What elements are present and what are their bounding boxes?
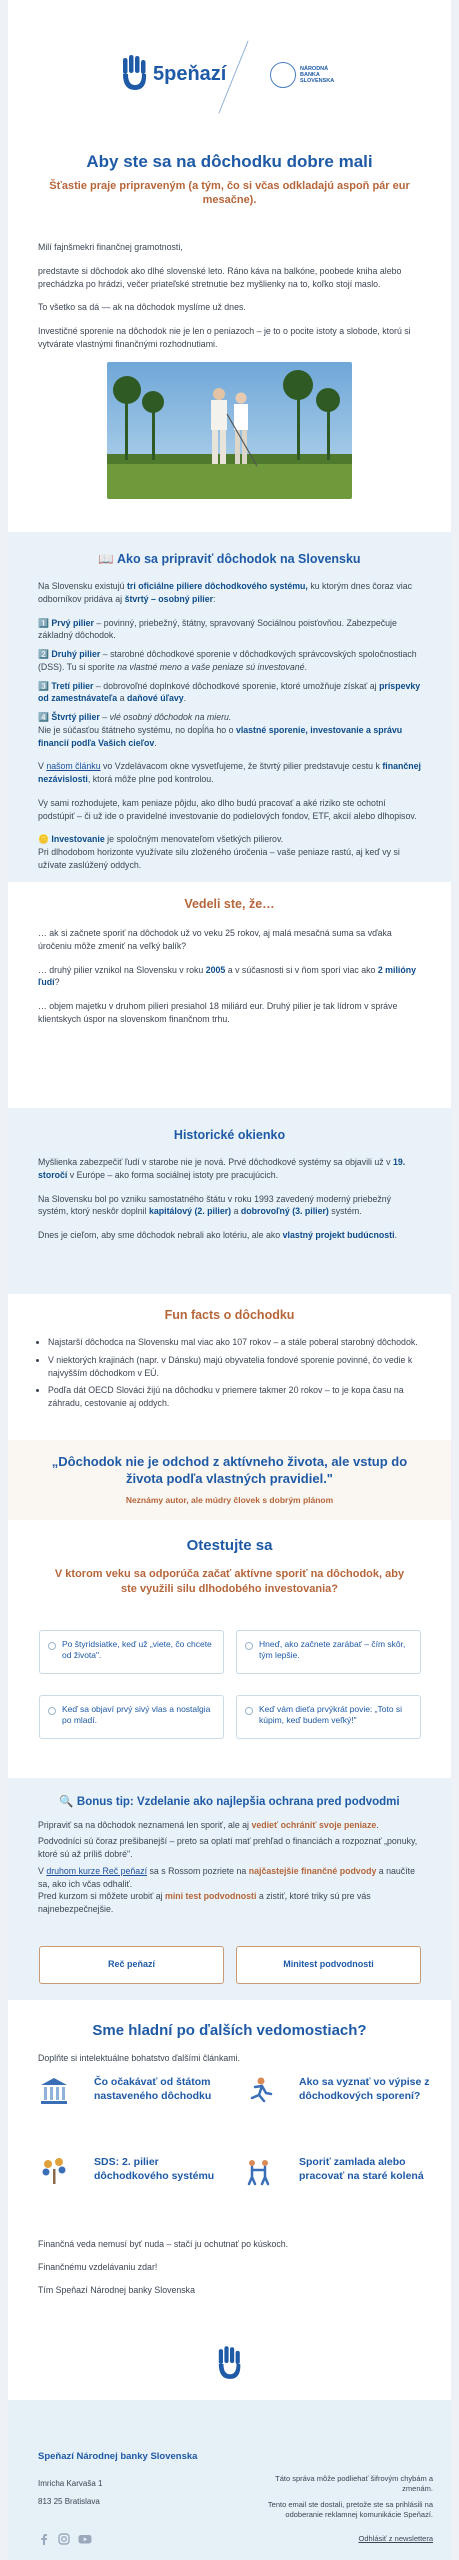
pillars-section xyxy=(8,532,451,882)
quote-source: Neznámy autor, ale múdry človek s dobrým plánom xyxy=(125,1494,334,1505)
history-section xyxy=(8,1108,451,1294)
signoff-line: Finančnému vzdelávaniu zdar! xyxy=(38,2261,158,2272)
pillars-article: V našom článku vo Vzdelávacom okne vysvetľujeme, že štvrtý pilier predstavuje cestu k finančnej nezávislosti, ktorá môže plne pod kontrolou. xyxy=(38,761,421,785)
pillars-title-text: Ako sa pripraviť dôchodok na Slovensku xyxy=(117,552,361,566)
intro xyxy=(8,241,451,351)
pillar-3: 3️⃣ Tretí pilier – dobrovoľné doplnkové dôchodkové sporenie, ktoré umožňuje získať aj príspevky od zamestnávateľa a daňové úľavy. xyxy=(38,680,421,704)
quote-text: „Dôchodok nie je odchod z aktívneho života, ale vstup do života podľa vlastných pravidiel." xyxy=(51,1454,408,1486)
intro-paragraph: To všetko sa dá — ak na dôchodok myslíme už dnes. xyxy=(38,302,246,313)
pillar-2: 2️⃣ Druhý pilier – starobné dôchodkové sporenie v dôchodkových správcovských spoločnostiach (DSS). Tu si sporíte na vlastné meno a vaše peniaze sú investované. xyxy=(38,649,417,672)
list-item: • V niektorých krajinách (napr. v Dánsku) majú obyvatelia fondové sporenie povinné, čo vedie k najvyšším dôchodkom v EÚ. xyxy=(48,1354,421,1380)
fact: … druhý pilier vznikol na Slovensku v roku 2005 a v súčasnosti si v ňom sporí viac ako 2 milióny ľudí? xyxy=(38,964,416,988)
intro-paragraph: predstavte si dôchodok ako dlhé slovenské leto. Ráno káva na balkóne, poobede kniha alebo prechádzka po hrádzi, večer priateľské stretnutie bez myšlienky na to, koľko stojí maslo. xyxy=(38,265,402,289)
article-title: SDS: 2. pilier dôchodkového systému xyxy=(94,2156,215,2183)
partner-name: NÁRODNÁ BANKA SLOVENSKA xyxy=(300,65,335,85)
page-subtitle: Šťastie praje pripraveným (a tým, čo si včas odkladajú aspoň pár eur mesačne). xyxy=(49,179,410,206)
partner-logo[interactable] xyxy=(270,62,340,88)
hand-logo-icon xyxy=(120,54,150,94)
quiz-option[interactable]: Keď vám dieťa prvýkrát povie: „Toto si kúpim, keď budem veľký!" xyxy=(236,1695,421,1739)
coin-icon: 🪙 xyxy=(38,834,49,845)
footer-note: Táto správa môže podliehať šifrovým chybám a zmenám. xyxy=(275,2474,433,2494)
number-3-icon: 3️⃣ xyxy=(38,680,49,691)
footer xyxy=(8,2400,451,2560)
bonus-p2: Podvodníci sú čoraz prešibanejší – preto sa oplatí mať prehľad o financiách a rozpoznať „ponuky, ktoré sú až príliš dobré". xyxy=(38,1836,418,1860)
fact: … objem majetku v druhom pilieri presiahol 18 miliárd eur. Druhý pilier je tak lídrom v správe klientskych úspor na slovenskom finančnom trhu. xyxy=(38,1001,398,1024)
number-4-icon: 4️⃣ xyxy=(38,712,49,723)
nbs-seal-icon xyxy=(270,62,296,88)
more-title: Sme hladní po ďalších vedomostiach? xyxy=(92,2022,367,2039)
brand-logo[interactable] xyxy=(120,54,226,94)
article-title: Ako sa vyznať vo výpise z dôchodkových sporení? xyxy=(299,2076,430,2103)
unsubscribe-link[interactable]: Odhlásiť z newslettera xyxy=(358,2534,433,2543)
pillar-1: 1️⃣ Prvý pilier – povinný, priebežný, štátny, spravovaný Sociálnou poisťovňou. Zabezpečuje základný dôchodok. xyxy=(38,617,397,641)
runner-icon xyxy=(243,2075,275,2107)
footer-org: Speňazí Národnej banky Slovenska xyxy=(38,2451,198,2462)
intro-paragraph: Investičné sporenie na dôchodok nie je len o peniazoch – je to o pocite istoty a slobode, ktorú si vytvárate vlastnými finančnými rozhodnutiami. xyxy=(38,326,411,349)
bank-building-icon xyxy=(38,2075,70,2107)
footer-address: 813 25 Bratislava xyxy=(38,2497,100,2506)
quiz-question: V ktorom veku sa odporúča začať aktívne sporiť na dôchodok, aby ste využili silu dlhodobého investovania? xyxy=(54,1567,405,1595)
list-item: • Najstarší dôchodca na Slovensku mal viac ako 107 rokov – a stále poberal starobný dôchodok. xyxy=(48,1336,421,1349)
history-p3: Dnes je cieľom, aby sme dôchodok nebrali ako lotériu, ale ako vlastný projekt budúcnosti. xyxy=(38,1230,398,1241)
bonus-p1: Pripraviť sa na dôchodok neznamená len sporiť, ale aj vedieť ochrániť svoje peniaze. xyxy=(38,1819,379,1830)
history-p1: Myšlienka zabezpečiť ľudí v starobe nie je nová. Prvé dôchodkové systémy sa objavili už v 19. storočí v Európe – ako forma sociálnej istoty pre pracujúcich. xyxy=(38,1157,406,1180)
footer-address: Imricha Karvaša 1 xyxy=(38,2479,103,2488)
facebook-icon[interactable] xyxy=(38,2533,50,2545)
social-icons xyxy=(38,2533,92,2545)
pillars-title xyxy=(8,550,451,568)
pillars-invest: 🪙 Investovanie je spoločným menovateľom všetkých pilierov. Pri dlhodobom horizonte využívate silu zloženého úročenia – vaše peniaze rastú, aj keď vy si užívate zaslúžený oddych. xyxy=(38,834,400,870)
article-title: Sporiť zamlada alebo pracovať na staré kolená xyxy=(299,2156,424,2183)
quote-section xyxy=(8,1440,451,1520)
signoff-line: Tím Speňazí Národnej banky Slovenska xyxy=(38,2284,195,2295)
quiz-option[interactable]: Hneď, ako začnete zarábať – čím skôr, tým lepšie. xyxy=(236,1630,421,1674)
article-title: Čo očakávať od štátom nastaveného dôchodku xyxy=(94,2076,212,2103)
bonus-title: 🔍 Bonus tip: Vzdelanie ako najlepšia ochrana pred podvodmi xyxy=(59,1796,400,1808)
footer-note: Tento email ste dostali, pretože ste sa prihlásili na odoberanie reklamnej komunikácie Speňazí. xyxy=(267,2500,433,2520)
more-intro: Doplňte si intelektuálne bohatstvo ďalšími článkami. xyxy=(38,2052,240,2063)
history-p2: Na Slovensku bol po vzniku samostatného štátu v roku 1993 zavedený moderný priebežný systém, ktorý neskôr doplnil kapitálový (2. pilier) a dobrovoľný (3. pilier) systém. xyxy=(38,1193,392,1217)
rec-penazi-button[interactable]: Reč peňazí xyxy=(39,1946,224,1984)
golf-couple-photo xyxy=(107,362,352,499)
bonus-section xyxy=(8,1778,451,2000)
fun-facts-title: Fun facts o dôchodku xyxy=(164,1308,295,1322)
article-link[interactable]: našom článku xyxy=(46,761,101,772)
pillar-4: 4️⃣ Štvrtý pilier – vlé osobný dôchodok na mieru. Nie je súčasťou štátneho systému, no dopĺňa ho o vlastné sporenie, investovanie a správu financií podľa Vašich cieľov. xyxy=(38,712,403,748)
hero-image xyxy=(107,362,352,499)
newsletter-card xyxy=(8,0,451,2560)
course-link[interactable]: druhom kurze Reč peňazí xyxy=(46,1865,148,1876)
magnifier-icon: 🔍 xyxy=(59,1796,74,1808)
list-item: • Podľa dát OECD Slováci žijú na dôchodku v priemere takmer 20 rokov – to je kopa času na záhradu, cestovanie aj oddych. xyxy=(48,1384,421,1410)
instagram-icon[interactable] xyxy=(58,2533,70,2545)
signoff-line: Finančná veda nemusí byť nuda – stačí ju ochutnať po kúskoch. xyxy=(38,2239,289,2249)
quiz-option[interactable]: Po štyridsiatke, keď už „viete, čo chcete od života". xyxy=(39,1630,224,1674)
more-section xyxy=(8,2020,451,2340)
fun-facts-section xyxy=(8,1306,451,1415)
header xyxy=(8,0,451,150)
bonus-p4: Pred kurzom si môžete urobiť aj mini test podvodnosti a zistiť, ktoré triky sú pre vás najnebezpečnejšie. xyxy=(38,1891,371,1915)
quiz-option[interactable]: Keď sa objaví prvý sivý vlas a nostalgia po mladí. xyxy=(39,1695,224,1739)
book-icon: 📖 xyxy=(98,552,114,566)
hand-logo-icon xyxy=(216,2345,244,2383)
family-icon xyxy=(243,2155,275,2187)
number-2-icon: 2️⃣ xyxy=(38,649,49,660)
coins-tree-icon xyxy=(38,2155,70,2187)
number-1-icon: 1️⃣ xyxy=(38,617,49,628)
greeting: Milí fajnšmekri finančnej gramotnosti, xyxy=(38,242,183,253)
page-title: Aby ste sa na dôchodku dobre mali xyxy=(86,152,373,171)
minitest-button[interactable]: Minitest podvodnosti xyxy=(236,1946,421,1984)
pillars-intro: Na Slovensku existujú tri oficiálne piliere dôchodkového systému, ku ktorým dnes čoraz viac odborníkov pridáva aj štvrtý – osobný pilier: xyxy=(38,581,413,604)
did-you-know-section xyxy=(8,895,451,1037)
brand-name: 5peňazí xyxy=(153,62,227,85)
fact: … ak si začnete sporiť na dôchodok už vo veku 25 rokov, aj malá mesačná suma sa vďaka úročeniu môže zmeniť na veľký balík? xyxy=(38,928,392,951)
quiz-section xyxy=(8,1535,451,1765)
pillars-decide: Vy sami rozhodujete, kam peniaze pôjdu, ako dlho budú pracovať a aké riziko ste ochotní podstúpiť – či už ide o pravidelné investovanie do podielových fondov, ETF, akcií alebo dlhopisov. xyxy=(38,797,417,821)
quiz-title: Otestujte sa xyxy=(186,1537,273,1554)
history-title: Historické okienko xyxy=(173,1128,286,1142)
youtube-icon[interactable] xyxy=(78,2533,92,2545)
did-you-know-title: Vedeli ste, že… xyxy=(184,897,275,911)
bonus-p3: V druhom kurze Reč peňazí sa s Rossom pozriete na najčastejšie finančné podvody a naučíte sa, ako ich včas odhaliť. xyxy=(38,1865,415,1889)
fun-facts-list xyxy=(8,1336,451,1410)
